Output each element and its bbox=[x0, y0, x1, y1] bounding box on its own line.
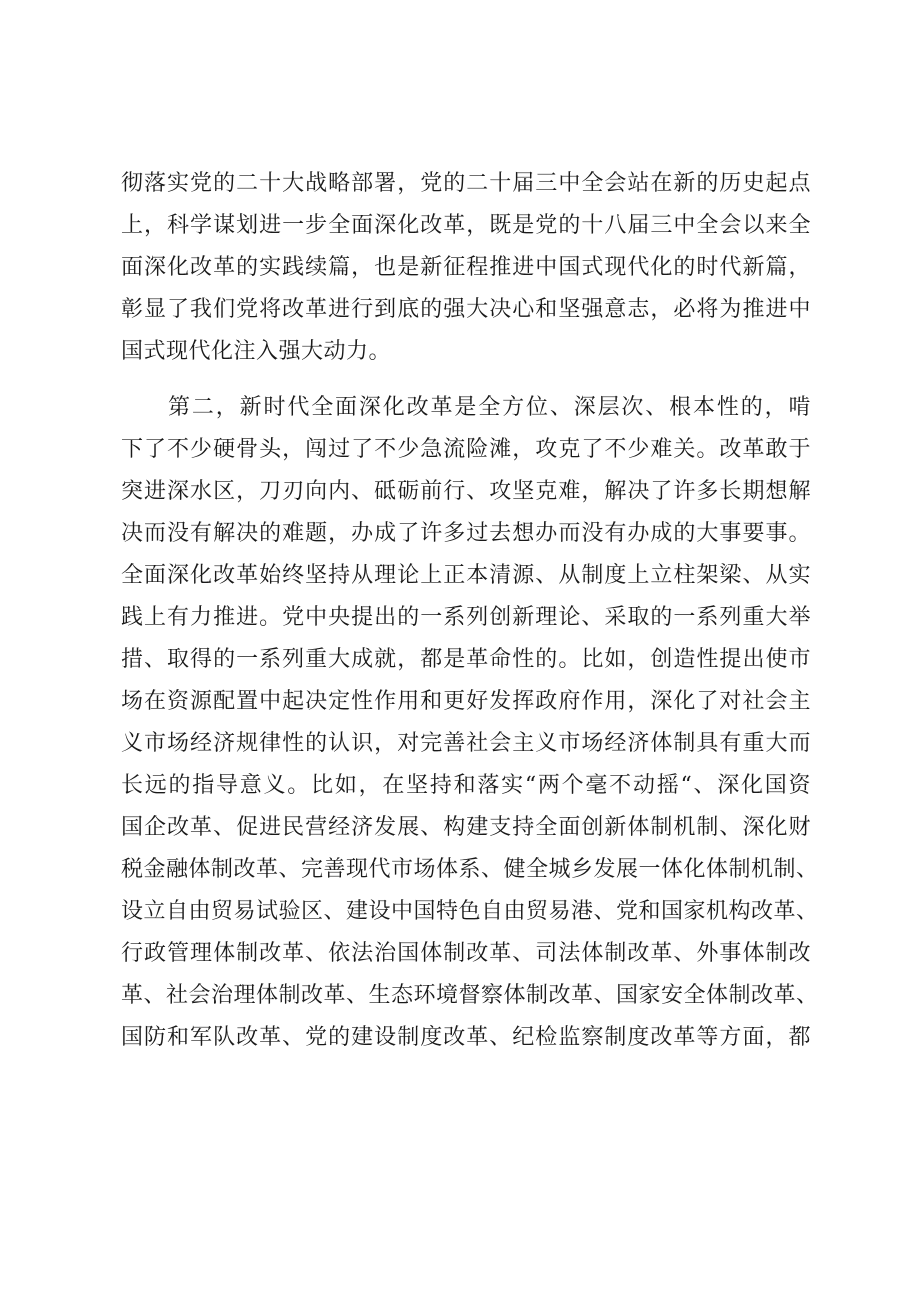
text-line: 革、社会治理体制改革、生态环境督察体制改革、国家安全体制改革、 bbox=[121, 983, 819, 1008]
text-line: 设立自由贸易试验区、建设中国特色自由贸易港、党和国家机构改革、 bbox=[121, 899, 819, 924]
text-line: 全面深化改革始终坚持从理论上正本清源、从制度上立柱架梁、从实 bbox=[121, 563, 811, 588]
text-line: 彰显了我们党将改革进行到底的强大决心和坚强意志，必将为推进中 bbox=[121, 297, 811, 322]
text-line: 国式现代化注入强大动力。 bbox=[121, 339, 392, 364]
paragraph-continued bbox=[121, 163, 811, 373]
text-line: 突进深水区，刀刃向内、砥砺前行、攻坚克难，解决了许多长期想解 bbox=[121, 479, 811, 504]
text-line: 第二，新时代全面深化改革是全方位、深层次、根本性的，啃 bbox=[168, 395, 811, 420]
text-line: 面深化改革的实践续篇，也是新征程推进中国式现代化的时代新篇， bbox=[121, 255, 811, 280]
text-line: 下了不少硬骨头，闯过了不少急流险滩，攻克了不少难关。改革敢于 bbox=[121, 437, 811, 462]
text-line: 场在资源配置中起决定性作用和更好发挥政府作用，深化了对社会主 bbox=[121, 689, 811, 714]
text-line: 长远的指导意义。比如，在坚持和落实“两个毫不动摇“、深化国资 bbox=[121, 773, 811, 798]
text-line: 国企改革、促进民营经济发展、构建支持全面创新体制机制、深化财 bbox=[121, 815, 811, 840]
text-line: 上，科学谋划进一步全面深化改革，既是党的十八届三中全会以来全 bbox=[121, 213, 811, 238]
text-line: 彻落实党的二十大战略部署，党的二十届三中全会站在新的历史起点 bbox=[121, 171, 811, 196]
text-line: 税金融体制改革、完善现代市场体系、健全城乡发展一体化体制机制、 bbox=[121, 857, 819, 882]
text-line: 践上有力推进。党中央提出的一系列创新理论、采取的一系列重大举 bbox=[121, 605, 811, 630]
text-line: 义市场经济规律性的认识，对完善社会主义市场经济体制具有重大而 bbox=[121, 731, 811, 756]
paragraph-second-point bbox=[121, 387, 819, 1059]
text-line: 决而没有解决的难题，办成了许多过去想办而没有办成的大事要事。 bbox=[121, 521, 811, 546]
text-line: 行政管理体制改革、依法治国体制改革、司法体制改革、外事体制改 bbox=[121, 941, 811, 966]
text-line: 国防和军队改革、党的建设制度改革、纪检监察制度改革等方面，都 bbox=[121, 1025, 811, 1050]
text-line: 措、取得的一系列重大成就，都是革命性的。比如，创造性提出使市 bbox=[121, 647, 811, 672]
